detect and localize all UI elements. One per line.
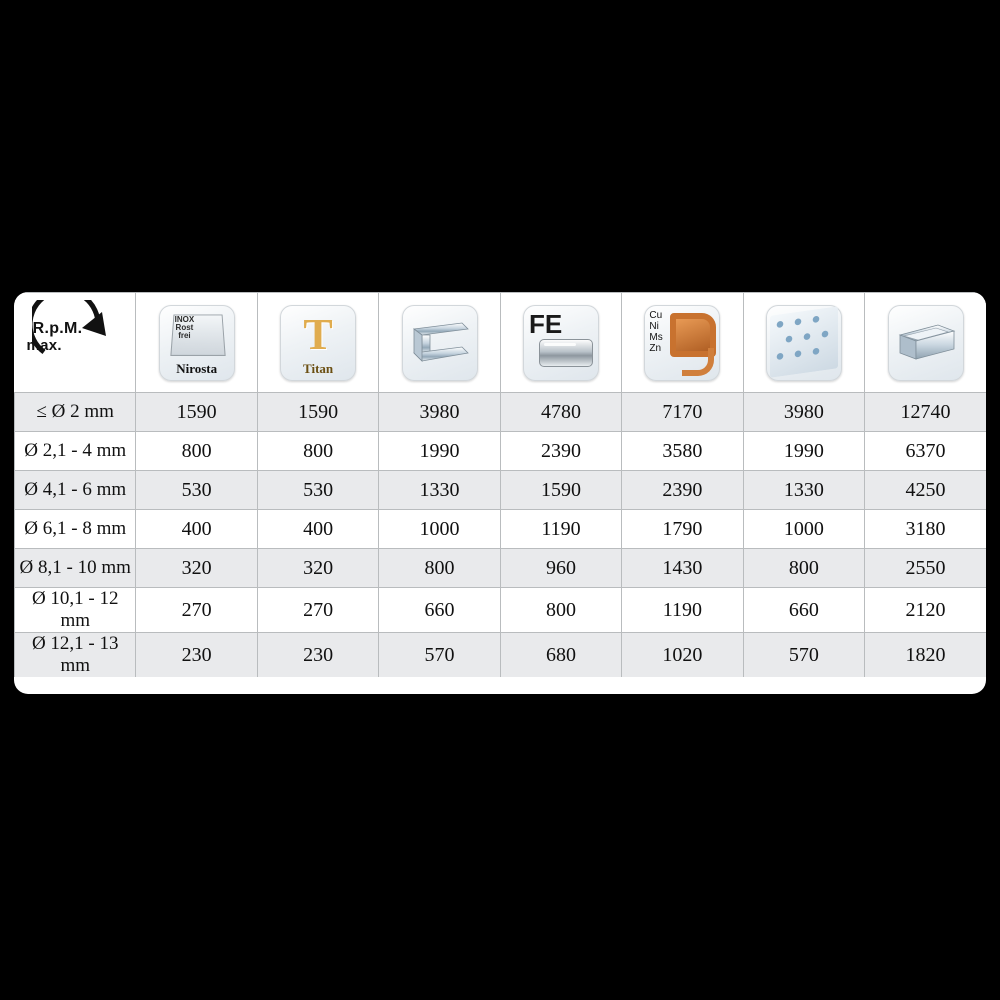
titan-label: Titan: [303, 360, 334, 376]
cell-fe: 1590: [500, 471, 621, 510]
row-label: Ø 2,1 - 4 mm: [15, 432, 136, 471]
speed-chart-card: [14, 292, 986, 694]
cell-nonferrous: 1020: [622, 633, 743, 678]
steel-beam-icon: [402, 305, 478, 381]
table-row: [15, 588, 987, 633]
column-header-sheet: [743, 293, 864, 393]
cell-tube: 1820: [865, 633, 986, 678]
cell-titan: 230: [257, 633, 378, 678]
cell-tube: 2120: [865, 588, 986, 633]
cell-titan: 530: [257, 471, 378, 510]
cell-nonferrous: 1190: [622, 588, 743, 633]
column-header-rpm: [15, 293, 136, 393]
perforated-sheet-shape: [770, 306, 838, 378]
square-tube-icon: [888, 305, 964, 381]
table-header: [15, 293, 987, 393]
cell-sheet: 1330: [743, 471, 864, 510]
perforated-sheet-icon: [766, 305, 842, 381]
table-row: [15, 549, 987, 588]
cell-fe: 4780: [500, 393, 621, 432]
cell-nonferrous: 2390: [622, 471, 743, 510]
row-label: Ø 10,1 - 12 mm: [15, 588, 136, 633]
header-row: [15, 293, 987, 393]
column-header-beam: [379, 293, 500, 393]
cell-tube: 6370: [865, 432, 986, 471]
table-row: [15, 510, 987, 549]
nirosta-sub-1: Rost: [175, 322, 194, 332]
table-row: [15, 432, 987, 471]
cell-tube: 4250: [865, 471, 986, 510]
cell-titan: 800: [257, 432, 378, 471]
cell-nonferrous: 3580: [622, 432, 743, 471]
column-header-tube: [865, 293, 986, 393]
cell-nonferrous: 7170: [622, 393, 743, 432]
symbol-zn: Zn: [649, 342, 662, 354]
cell-titan: 320: [257, 549, 378, 588]
row-label: Ø 6,1 - 8 mm: [15, 510, 136, 549]
row-label: Ø 8,1 - 10 mm: [15, 549, 136, 588]
fe-symbol: FE: [528, 308, 563, 339]
stainless-steel-box-icon: [159, 305, 235, 381]
rpm-badge: [15, 295, 136, 391]
rpm-label-line1: R.p.M.: [32, 320, 83, 338]
cell-nirosta: 400: [136, 510, 257, 549]
cell-sheet: 570: [743, 633, 864, 678]
symbol-cu: Cu: [649, 309, 663, 321]
row-label: Ø 12,1 - 13 mm: [15, 633, 136, 678]
copper-elbow-shape: [682, 348, 714, 376]
cell-nirosta: 270: [136, 588, 257, 633]
cell-titan: 1590: [257, 393, 378, 432]
cell-nirosta: 530: [136, 471, 257, 510]
iron-pipe-icon: [523, 305, 599, 381]
table-body: [15, 393, 987, 678]
nonferrous-symbols: [649, 310, 662, 354]
cell-fe: 800: [500, 588, 621, 633]
fe-pipe-shape: [539, 339, 593, 367]
column-header-titan: [257, 293, 378, 393]
rpm-label-line2: max.: [26, 337, 62, 355]
copper-pipe-icon: [644, 305, 720, 381]
symbol-ms: Ms: [649, 331, 663, 343]
cell-fe: 2390: [500, 432, 621, 471]
cell-sheet: 1990: [743, 432, 864, 471]
cell-sheet: 1000: [743, 510, 864, 549]
cell-nirosta: 320: [136, 549, 257, 588]
column-header-nirosta: [136, 293, 257, 393]
nirosta-label: Nirosta: [176, 360, 218, 376]
cell-fe: 1190: [500, 510, 621, 549]
cell-beam: 1990: [379, 432, 500, 471]
cell-nirosta: 230: [136, 633, 257, 678]
cell-fe: 960: [500, 549, 621, 588]
cell-nirosta: 800: [136, 432, 257, 471]
cell-nirosta: 1590: [136, 393, 257, 432]
column-header-fe: [500, 293, 621, 393]
cell-fe: 680: [500, 633, 621, 678]
cell-tube: 12740: [865, 393, 986, 432]
table-row: [15, 633, 987, 678]
cell-tube: 3180: [865, 510, 986, 549]
cell-beam: 800: [379, 549, 500, 588]
titan-symbol: T: [303, 309, 333, 359]
cell-beam: 1000: [379, 510, 500, 549]
row-label: Ø 4,1 - 6 mm: [15, 471, 136, 510]
rpm-table: [14, 292, 986, 677]
nirosta-inox-text: [175, 316, 195, 340]
cell-sheet: 3980: [743, 393, 864, 432]
cell-tube: 2550: [865, 549, 986, 588]
cell-sheet: 800: [743, 549, 864, 588]
cell-beam: 660: [379, 588, 500, 633]
cell-sheet: 660: [743, 588, 864, 633]
table-row: [15, 393, 987, 432]
row-label: ≤ Ø 2 mm: [15, 393, 136, 432]
cell-titan: 270: [257, 588, 378, 633]
nirosta-sub-2: frei: [178, 330, 191, 340]
cell-nonferrous: 1430: [622, 549, 743, 588]
rpm-label: [15, 295, 101, 381]
cell-nonferrous: 1790: [622, 510, 743, 549]
cell-beam: 1330: [379, 471, 500, 510]
cell-titan: 400: [257, 510, 378, 549]
titanium-t-icon: [280, 305, 356, 381]
symbol-ni: Ni: [649, 320, 659, 332]
cell-beam: 3980: [379, 393, 500, 432]
column-header-nonferrous: [622, 293, 743, 393]
table-row: [15, 471, 987, 510]
nirosta-sub-0: INOX: [174, 314, 195, 324]
cell-beam: 570: [379, 633, 500, 678]
